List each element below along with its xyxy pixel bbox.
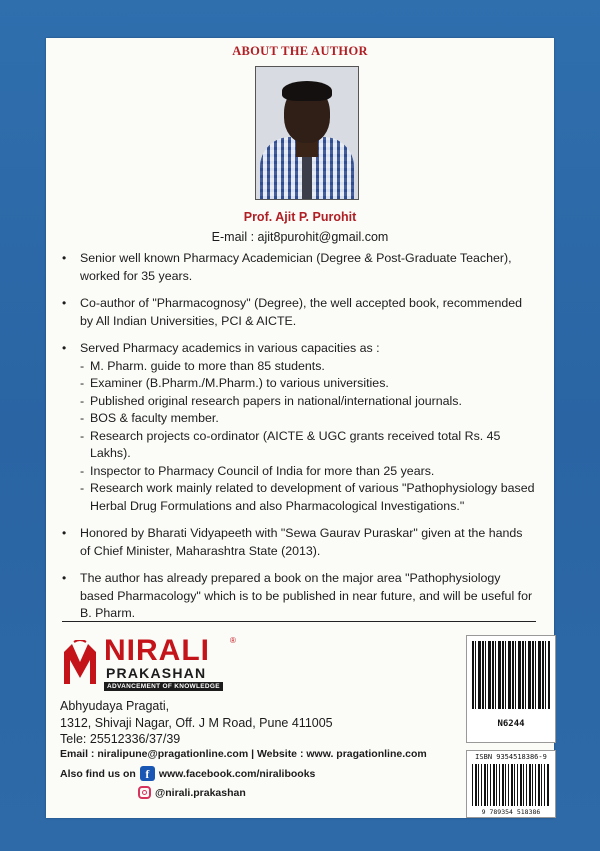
facebook-link[interactable]: www.facebook.com/niralibooks — [158, 767, 316, 780]
list-item: • Honored by Bharati Vidyapeeth with "Sewa Gaurav Puraskar" given at the hands of Chief Minister, Maharashtra State (2013). — [62, 525, 536, 560]
bullet-icon: • — [62, 571, 67, 585]
list-item: • Co-author of "Pharmacognosy" (Degree), the well accepted book, recommended by All Indian Universities, PCI & AICTE. — [62, 295, 536, 330]
author-name: Prof. Ajit P. Purohit — [243, 210, 357, 224]
isbn-digits: 9 789354 518386 — [481, 808, 541, 816]
author-photo — [255, 66, 359, 200]
barcode-code — [466, 635, 556, 743]
section-heading: ABOUT THE AUTHOR — [232, 44, 368, 58]
registered-mark: ® — [230, 636, 236, 645]
sub-list-item: - BOS & faculty member. — [80, 411, 219, 425]
list-item: • Served Pharmacy academics in various capacities as : - M. Pharm. guide to more than 85 students. - Examiner (B.Pharm./M.Pharm.) to various universities. - Published original research papers in national/international journals. - BOS & faculty member. - Research projects co-ordinator (AICTE & UGC grants received total Rs. 45 Lakhs). - Inspector to Pharmacy Council of India for more than 25 years. - Research work mainly related to development of various "Pathophysiology based Herbal Drug Formulations and also Pharmacological Investigations." — [62, 340, 536, 515]
email-website[interactable]: Email : niralipune@pragationline.com | Website : www. pragationline.com — [60, 748, 427, 760]
publisher-name: NIRALI — [104, 634, 210, 667]
list-item: • The author has already prepared a book on the major area "Pathophysiology based Pharmacology" which is to be published in near future, and will be useful for B. Pharm. — [62, 570, 536, 623]
instagram-line[interactable] — [138, 786, 246, 799]
publisher-sub: PRAKASHAN — [106, 665, 207, 681]
list-item: • Senior well known Pharmacy Academician (Degree & Post-Graduate Teacher), worked for 35 years. — [62, 250, 536, 285]
isbn-barcode — [466, 750, 556, 818]
sub-list-item: - Inspector to Pharmacy Council of India for more than 25 years. — [80, 463, 435, 478]
barcode-code-text: N6244 — [497, 719, 525, 729]
author-email: E-mail : ajit8purohit@gmail.com — [211, 230, 389, 244]
barcode-bars — [472, 641, 550, 709]
instagram-icon — [138, 786, 151, 799]
sub-list-item: - Published original research papers in national/international journals. — [80, 393, 462, 408]
nirali-logo-icon — [60, 640, 100, 686]
publisher-logo — [60, 636, 280, 690]
instagram-link[interactable]: @nirali.prakashan — [155, 786, 246, 799]
divider — [62, 621, 536, 622]
isbn-bars — [472, 764, 550, 806]
isbn-text: ISBN 9354518386-9 — [475, 753, 547, 761]
facebook-icon: f — [140, 766, 155, 781]
author-bullets — [62, 250, 536, 633]
bullet-icon: • — [62, 526, 67, 540]
back-cover-panel — [46, 38, 554, 818]
publisher-tagline: ADVANCEMENT OF KNOWLEDGE — [104, 682, 223, 691]
sub-list-item: - M. Pharm. guide to more than 85 students. — [80, 358, 325, 373]
bullet-icon: • — [62, 251, 67, 265]
sub-list-item: - Examiner (B.Pharm./M.Pharm.) to various universities. — [80, 376, 389, 390]
bullet-icon: • — [62, 341, 67, 355]
sub-list-item: - Research work mainly related to development of various "Pathophysiology based Herbal Drug Formulations and also Pharmacological Investigations." — [80, 481, 535, 513]
sub-list-item: - Research projects co-ordinator (AICTE & UGC grants received total Rs. 45 Lakhs). — [80, 428, 501, 460]
bullet-icon: • — [62, 296, 67, 310]
publisher-address: Abhyudaya Pragati, 1312, Shivaji Nagar, Off. J M Road, Pune 411005 Tele: 25512336/37/39 — [60, 699, 333, 746]
facebook-line[interactable]: Also find us on f www.facebook.com/niralibooks — [60, 767, 316, 781]
